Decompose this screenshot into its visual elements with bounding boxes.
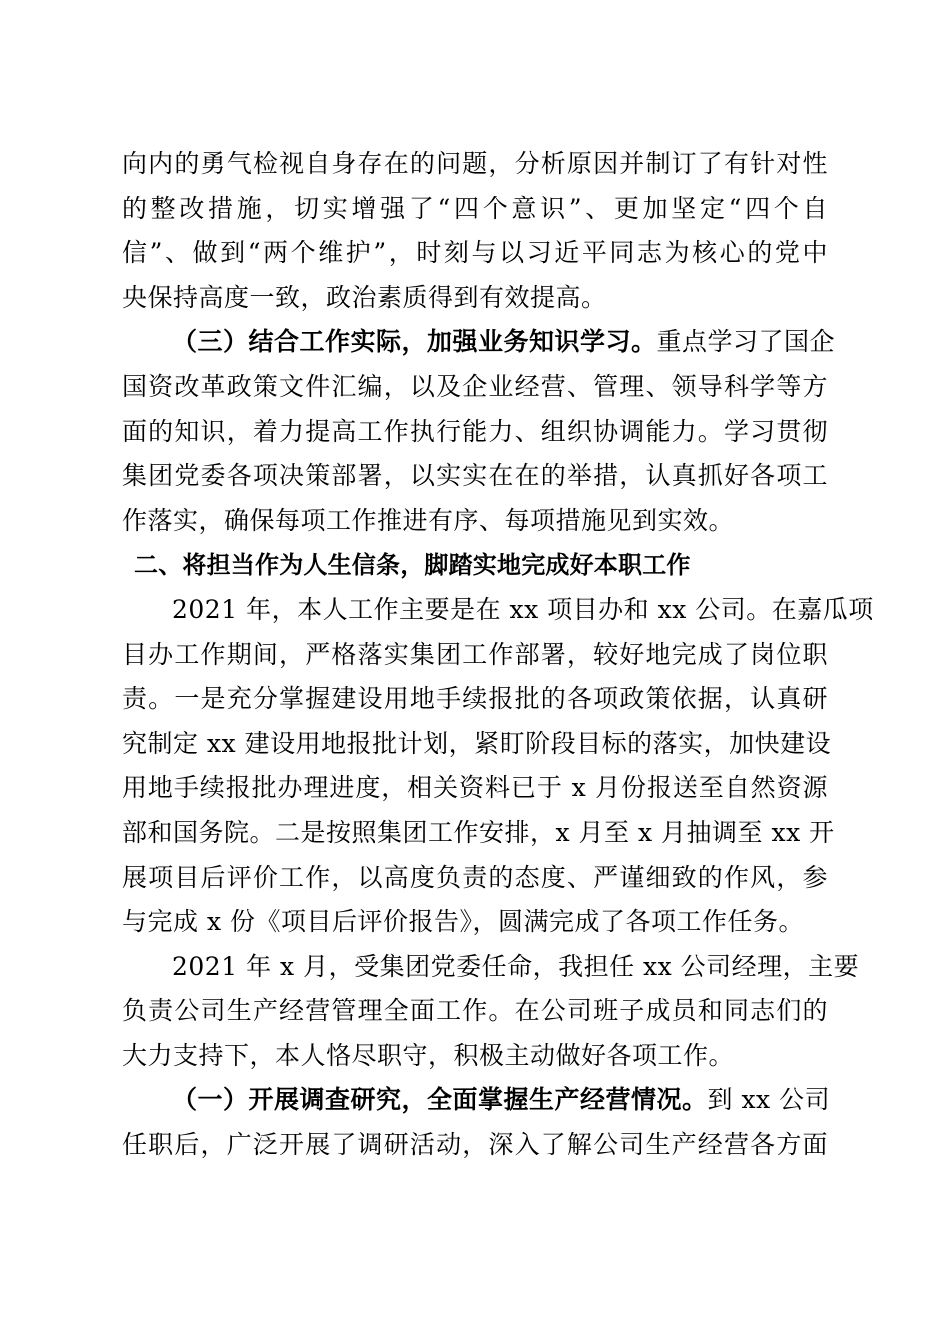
text-line: 信”、做到“两个维护”，时刻与以习近平同志为核心的党中 [122,238,828,268]
document-body [122,142,874,1168]
text-line: 任职后，广泛开展了调研活动，深入了解公司生产经营各方面 [122,1130,828,1160]
paragraph-business-study [122,320,836,543]
text-line: 责。一是充分掌握建设用地手续报批的各项政策依据，认真研 [122,684,828,714]
text-line: 大力支持下，本人恪尽职守，积极主动做好各项工作。 [122,1040,735,1070]
text-line: 的整改措施，切实增强了“四个意识”、更加坚定“四个自 [122,193,828,223]
text-line: 负责公司生产经营管理全面工作。在公司班子成员和同志们的 [122,996,828,1026]
text-line: 与完成 x 份《项目后评价报告》，圆满完成了各项工作任务。 [122,907,804,937]
text-run: 到 xx 公司 [707,1085,831,1115]
text-line: 向内的勇气检视自身存在的问题，分析原因并制订了有针对性 [122,149,828,178]
text-line: 用地手续报批办理进度，相关资料已于 x 月份报送至自然资源 [122,773,828,803]
text-line: 目办工作期间，严格落实集团工作部署，较好地完成了岗位职 [122,639,828,669]
text-line: 部和国务院。二是按照集团工作安排，x 月至 x 月抽调至 xx 开 [122,817,835,847]
subheading-three: （三）结合工作实际，加强业务知识学习。 [172,327,657,357]
text-line: 作落实，确保每项工作推进有序、每项措施见到实效。 [122,505,735,535]
subheading-one: （一）开展调查研究，全面掌握生产经营情况。 [172,1085,708,1115]
text-line: 2021 年，本人工作主要是在 xx 项目办和 xx 公司。在嘉瓜项 [172,594,874,624]
text-line: 国资改革政策文件汇编，以及企业经营、管理、领导科学等方 [122,371,828,401]
text-line: 2021 年 x 月，受集团党委任命，我担任 xx 公司经理，主要 [172,951,860,981]
paragraph-political-study [122,142,828,320]
text-line [122,1078,831,1123]
paragraph-research [122,1078,831,1167]
text-line: 展项目后评价工作，以高度负责的态度、严谨细致的作风，参 [122,862,828,892]
text-run: 重点学习了国企 [656,327,836,357]
text-line: 集团党委各项决策部署，以实实在在的举措，认真抓好各项工 [122,461,828,491]
section-heading-two: 二、将担当作为人生信条，脚踏实地完成好本职工作 [134,551,691,580]
paragraph-appointment [122,945,860,1079]
paragraph-2021-work [122,588,874,945]
text-line: 究制定 xx 建设用地报批计划，紧盯阶段目标的落实，加快建设 [122,728,832,758]
text-line [122,320,836,365]
text-line: 央保持高度一致，政治素质得到有效提高。 [122,282,607,312]
text-line: 面的知识，着力提高工作执行能力、组织协调能力。学习贯彻 [122,416,828,446]
